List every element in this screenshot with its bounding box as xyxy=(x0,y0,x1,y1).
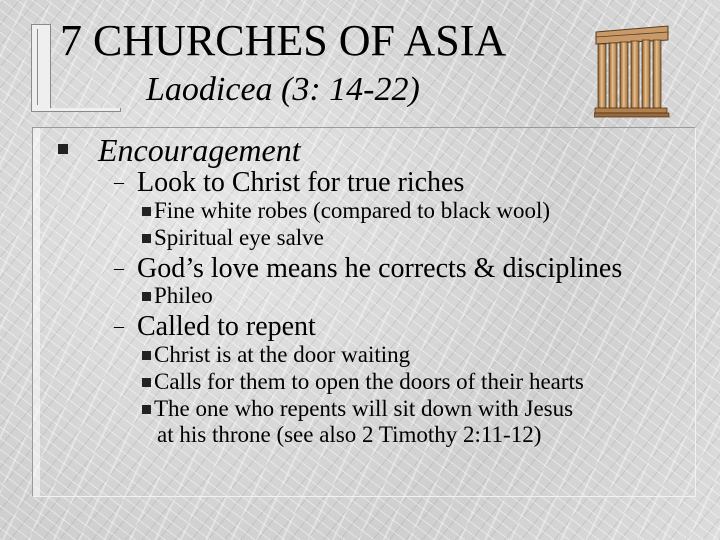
dash-icon: – xyxy=(114,257,124,279)
item-label: Calls for them to open the doors of their hearts xyxy=(154,369,584,394)
item-white-robes xyxy=(142,197,550,225)
slide-title: 7 CHURCHES OF ASIA xyxy=(60,16,507,65)
bullet-square-icon xyxy=(142,207,151,216)
item-door-waiting xyxy=(142,341,410,369)
bullet-square-icon xyxy=(142,292,151,301)
subpoint-called-to-repent xyxy=(114,309,316,344)
title-accent-underline xyxy=(31,108,121,112)
title-accent-bar xyxy=(31,24,51,110)
item-eye-salve xyxy=(142,224,324,252)
item-label: Phileo xyxy=(154,283,213,308)
subpoint-label: God’s love means he corrects & disciplines xyxy=(137,253,623,284)
subpoint-label: Look to Christ for true riches xyxy=(137,167,465,198)
dash-icon: – xyxy=(114,171,124,193)
temple-columns-icon xyxy=(594,22,670,118)
item-label: Spiritual eye salve xyxy=(154,225,324,250)
subpoint-gods-love xyxy=(114,251,622,286)
bullet-square-icon xyxy=(142,351,151,360)
item-open-doors xyxy=(142,368,584,396)
item-label: Christ is at the door waiting xyxy=(154,342,411,367)
bullet-square-icon xyxy=(142,234,151,243)
bullet-square-icon xyxy=(58,144,68,154)
item-sit-with-jesus xyxy=(142,395,573,423)
slide-subtitle: Laodicea (3: 14-22) xyxy=(146,71,420,108)
dash-icon: – xyxy=(114,315,124,337)
item-label: The one who repents will sit down with Jesus xyxy=(154,396,574,421)
item-sit-with-jesus-continued: at his throne (see also 2 Timothy 2:11-12) xyxy=(157,422,542,447)
subpoint-true-riches xyxy=(114,165,464,200)
bullet-square-icon xyxy=(142,378,151,387)
point-encouragement: Encouragement xyxy=(98,132,301,168)
item-label: Fine white robes (compared to black wool) xyxy=(154,198,550,223)
bullet-square-icon xyxy=(142,405,151,414)
content-box-shade xyxy=(33,128,40,496)
subpoint-label: Called to repent xyxy=(137,311,316,342)
item-phileo xyxy=(142,282,213,310)
